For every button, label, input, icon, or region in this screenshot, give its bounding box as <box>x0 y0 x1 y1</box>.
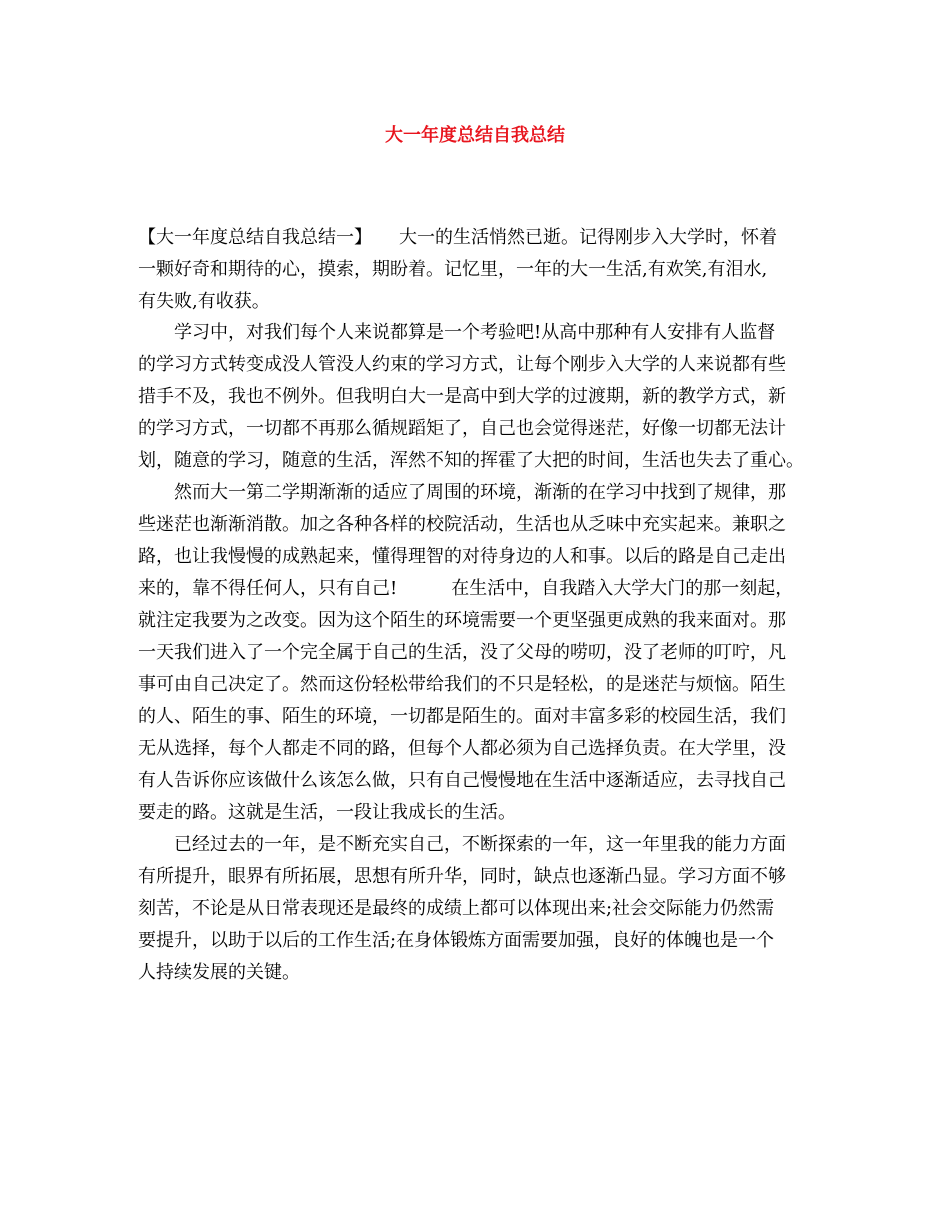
body-line: 划，随意的学习，随意的生活，浑然不知的挥霍了大把的时间，生活也失去了重心。 <box>138 450 804 471</box>
body-line: 有失败,有收获。 <box>138 291 270 312</box>
body-line: 的学习方式，一切都不再那么循规蹈矩了，自己也会觉得迷茫，好像一切都无法计 <box>138 418 786 439</box>
body-line: 的学习方式转变成没人管没人约束的学习方式，让每个刚步入大学的人来说都有些 <box>138 354 786 375</box>
body-line: 的人、陌生的事、陌生的环境，一切都是陌生的。面对丰富多彩的校园生活，我们 <box>138 706 786 727</box>
body-line: 措手不及，我也不例外。但我明白大一是高中到大学的过渡期，新的教学方式，新 <box>138 386 786 407</box>
body-line: 事可由自己决定了。然而这份轻松带给我们的不只是轻松，的是迷茫与烦恼。陌生 <box>138 674 786 695</box>
body-line: 一天我们进入了一个完全属于自己的生活，没了父母的唠叨，没了老师的叮咛，凡 <box>138 642 786 663</box>
body-line: 就注定我要为之改变。因为这个陌生的环境需要一个更坚强更成熟的我来面对。那 <box>138 610 786 631</box>
body-line: 学习中，对我们每个人来说都算是一个考验吧!从高中那种有人安排有人监督 <box>138 322 776 343</box>
body-line: 有所提升，眼界有所拓展，思想有所升华，同时，缺点也逐渐凸显。学习方面不够 <box>138 866 786 887</box>
body-line: 刻苦，不论是从日常表现还是最终的成绩上都可以体现出来;社会交际能力仍然需 <box>138 898 775 919</box>
body-line: 有人告诉你应该做什么该怎么做，只有自己慢慢地在生活中逐渐适应，去寻找自己 <box>138 770 786 791</box>
body-line: 些迷茫也渐渐消散。加之各种各样的校院活动，生活也从乏味中充实起来。兼职之 <box>138 514 786 535</box>
body-line: 然而大一第二学期渐渐的适应了周围的环境，渐渐的在学习中找到了规律，那 <box>138 482 786 503</box>
body-line: 要提升，以助于以后的工作生活;在身体锻炼方面需要加强，良好的体魄也是一个 <box>138 930 775 951</box>
body-line: 来的，靠不得任何人，只有自己! 在生活中，自我踏入大学大门的那一刻起， <box>138 578 794 599</box>
document-title: 大一年度总结自我总结 <box>385 125 565 146</box>
body-line: 要走的路。这就是生活，一段让我成长的生活。 <box>138 802 516 823</box>
body-line: 无从选择，每个人都走不同的路，但每个人都必须为自己选择负责。在大学里，没 <box>138 738 786 759</box>
body-line: 路，也让我慢慢的成熟起来，懂得理智的对待身边的人和事。以后的路是自己走出 <box>138 546 786 567</box>
body-line: 已经过去的一年，是不断充实自己，不断探索的一年，这一年里我的能力方面 <box>138 834 786 855</box>
body-line: 【大一年度总结自我总结一】 大一的生活悄然已逝。记得刚步入大学时，怀着 <box>138 227 777 248</box>
body-line: 一颗好奇和期待的心，摸索，期盼着。记忆里，一年的大一生活,有欢笑,有泪水, <box>138 259 768 280</box>
body-line: 人持续发展的关键。 <box>138 962 300 983</box>
